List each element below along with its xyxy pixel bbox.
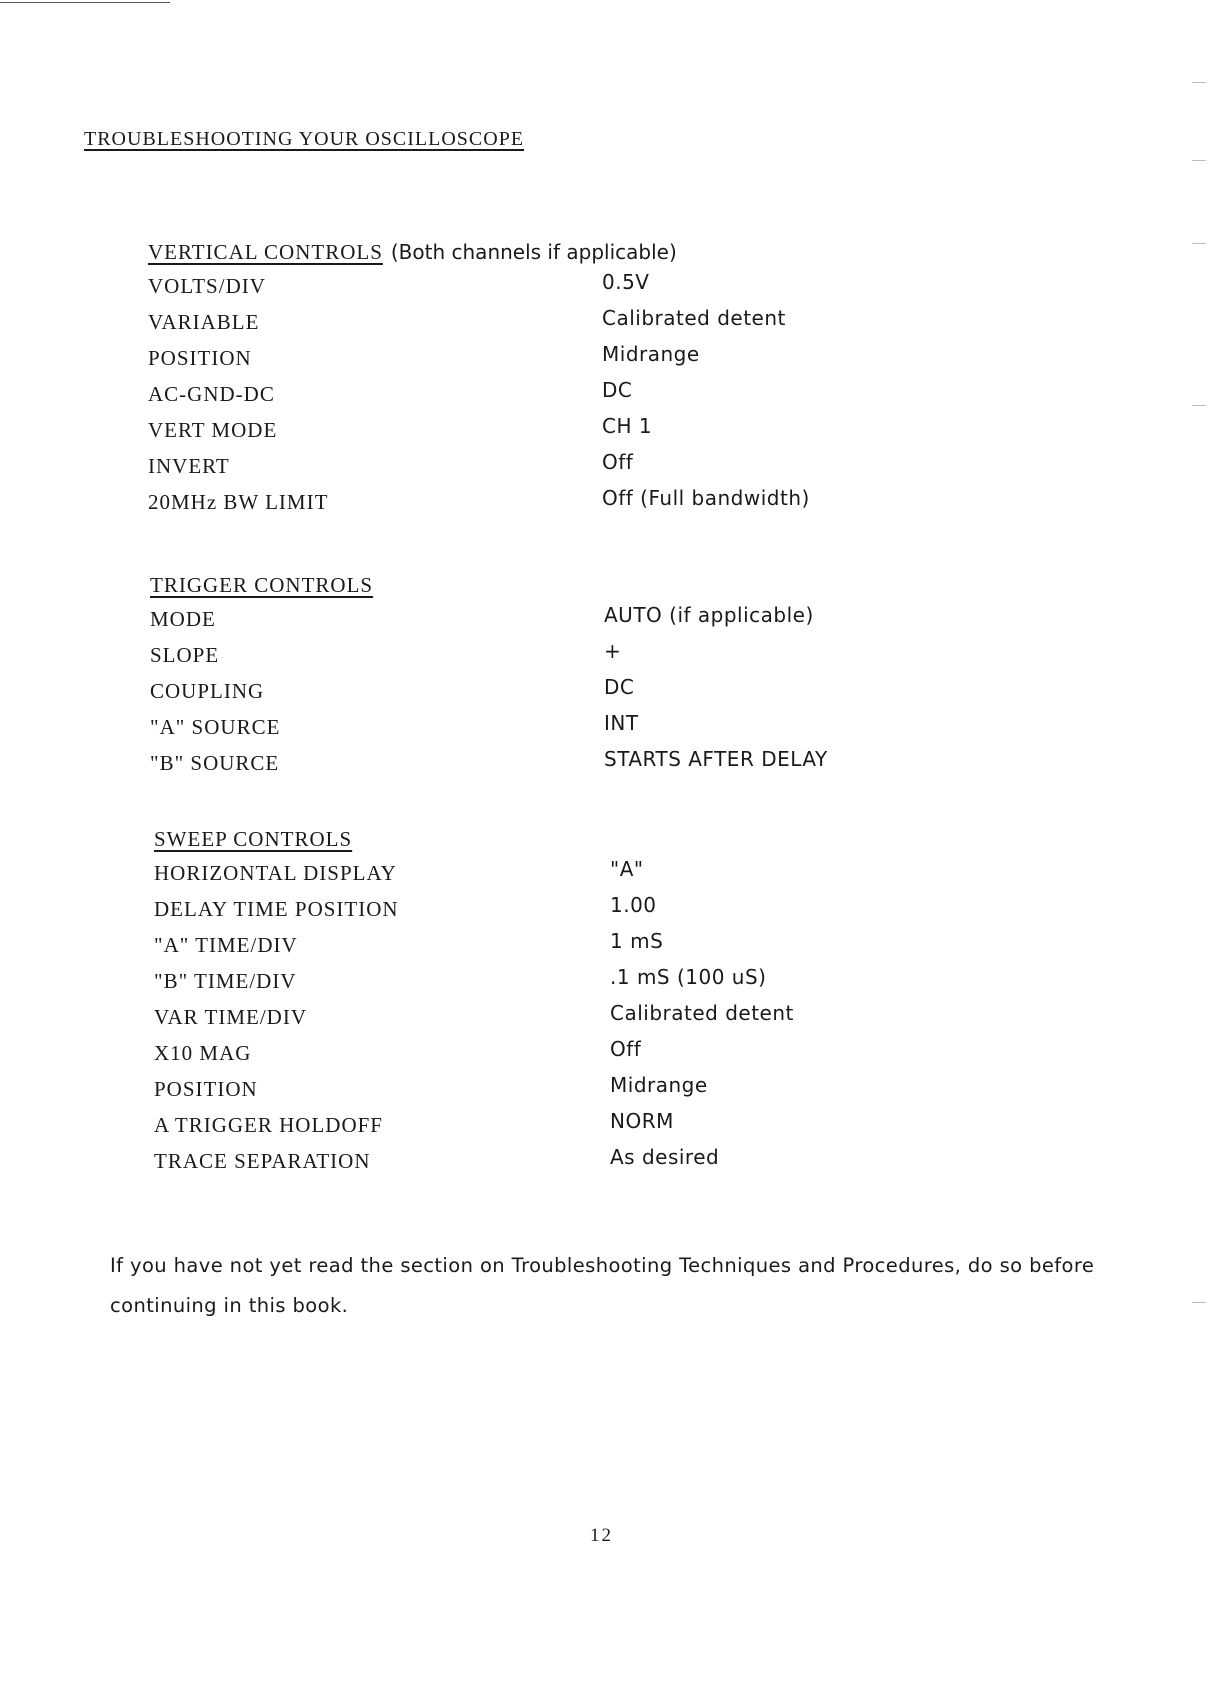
setting-value: 1.00	[610, 893, 657, 917]
setting-label: POSITION	[148, 346, 252, 370]
setting-label: X10 MAG	[154, 1041, 252, 1065]
setting-label: "A" SOURCE	[150, 715, 281, 739]
scan-edge-mark	[1192, 1302, 1206, 1303]
trigger-controls-heading-text: TRIGGER CONTROLS	[150, 573, 374, 597]
setting-row	[154, 965, 1154, 1005]
setting-row	[148, 486, 1148, 526]
setting-row	[150, 603, 1150, 643]
setting-label: SLOPE	[150, 643, 220, 667]
setting-label: VOLTS/DIV	[148, 274, 266, 298]
setting-row	[154, 1073, 1154, 1113]
setting-row	[148, 414, 1148, 454]
scan-edge-mark	[1192, 160, 1206, 161]
setting-value: +	[604, 639, 622, 663]
setting-row	[154, 1037, 1154, 1077]
setting-row	[148, 270, 1148, 310]
setting-value: 1 mS	[610, 929, 664, 953]
setting-value: NORM	[610, 1109, 674, 1133]
scan-edge-mark	[1192, 243, 1206, 244]
setting-label: TRACE SEPARATION	[154, 1149, 371, 1173]
trigger-controls-section	[150, 573, 1150, 787]
setting-value: DC	[604, 675, 635, 699]
setting-label: VAR TIME/DIV	[154, 1005, 307, 1029]
setting-label: POSITION	[154, 1077, 258, 1101]
setting-label: A TRIGGER HOLDOFF	[154, 1113, 383, 1137]
setting-value: Calibrated detent	[610, 1001, 794, 1025]
vertical-controls-heading	[148, 240, 1148, 274]
page-title: TROUBLESHOOTING YOUR OSCILLOSCOPE	[84, 128, 525, 150]
setting-value: STARTS AFTER DELAY	[604, 747, 828, 771]
setting-row	[148, 306, 1148, 346]
vertical-controls-heading-note: (Both channels if applicable)	[390, 240, 677, 264]
setting-value: CH 1	[602, 414, 653, 438]
setting-row	[150, 747, 1150, 787]
setting-value: Off (Full bandwidth)	[602, 486, 810, 510]
note-paragraph: If you have not yet read the section on Troubleshooting Techniques and Procedures, do so before continuing in this book.	[110, 1253, 1095, 1317]
setting-row	[154, 893, 1154, 933]
setting-label: VERT MODE	[148, 418, 278, 442]
vertical-controls-section	[148, 240, 1148, 526]
sweep-controls-heading	[154, 827, 1154, 861]
setting-value: Midrange	[610, 1073, 708, 1097]
setting-label: VARIABLE	[148, 310, 260, 334]
setting-value: "A"	[610, 857, 644, 881]
sweep-controls-section	[154, 827, 1154, 1185]
setting-value: Off	[602, 450, 634, 474]
setting-label: DELAY TIME POSITION	[154, 897, 399, 921]
setting-row	[154, 857, 1154, 897]
setting-row	[154, 1109, 1154, 1149]
setting-label: 20MHz BW LIMIT	[148, 490, 329, 514]
setting-row	[154, 1001, 1154, 1041]
setting-row	[150, 639, 1150, 679]
vertical-controls-heading-text: VERTICAL CONTROLS	[148, 240, 383, 264]
page-number: 12	[590, 1525, 613, 1546]
setting-label: MODE	[150, 607, 216, 631]
setting-value: DC	[602, 378, 633, 402]
setting-row	[148, 450, 1148, 490]
setting-label: "B" TIME/DIV	[154, 969, 297, 993]
setting-row	[150, 711, 1150, 751]
scan-edge-mark	[1192, 405, 1206, 406]
setting-label: "A" TIME/DIV	[154, 933, 298, 957]
setting-row	[154, 929, 1154, 969]
setting-label: INVERT	[148, 454, 230, 478]
setting-value: As desired	[610, 1145, 720, 1169]
setting-value: 0.5V	[602, 270, 650, 294]
setting-row	[154, 1145, 1154, 1185]
setting-row	[148, 378, 1148, 418]
scan-edge-mark	[1192, 82, 1206, 83]
setting-value: Calibrated detent	[602, 306, 786, 330]
setting-row	[148, 342, 1148, 382]
setting-row	[150, 675, 1150, 715]
setting-label: "B" SOURCE	[150, 751, 280, 775]
setting-label: HORIZONTAL DISPLAY	[154, 861, 397, 885]
top-edge-rule	[0, 2, 170, 3]
setting-value: INT	[604, 711, 639, 735]
setting-value: .1 mS (100 uS)	[610, 965, 767, 989]
setting-value: AUTO (if applicable)	[604, 603, 814, 627]
setting-label: COUPLING	[150, 679, 265, 703]
setting-label: AC-GND-DC	[148, 382, 275, 406]
setting-value: Midrange	[602, 342, 700, 366]
setting-value: Off	[610, 1037, 642, 1061]
sweep-controls-heading-text: SWEEP CONTROLS	[154, 827, 353, 851]
trigger-controls-heading	[150, 573, 1150, 607]
